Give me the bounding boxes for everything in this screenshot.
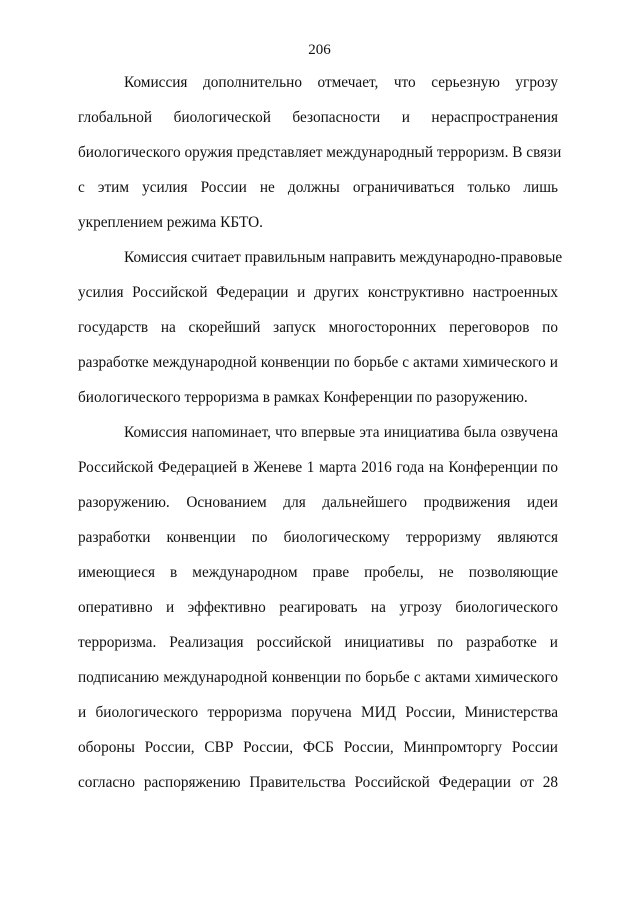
paragraph-line: Комиссия дополнительно отмечает, что серьезную угрозу [124,74,558,91]
paragraph-line: укреплением режима КБТО. [78,214,263,231]
paragraph-line: Комиссия напоминает, что впервые эта инициатива была озвучена [124,424,558,441]
paragraph-line: подписанию международной конвенции по борьбе с актами химического [78,669,558,686]
paragraph-line: разоружению. Основанием для дальнейшего продвижения идеи [78,494,558,511]
paragraph-line: разработки конвенции по биологическому терроризму являются [78,529,558,546]
paragraph-line: разработке международной конвенции по борьбе с актами химического и [78,354,558,371]
paragraph-line: Комиссия считает правильным направить международно-правовые [124,249,563,266]
paragraph-line: обороны России, СВР России, ФСБ России, Минпромторгу России [78,739,558,756]
paragraph-line: Российской Федерацией в Женеве 1 марта 2016 года на Конференции по [78,459,558,476]
body-text [78,74,563,809]
paragraph-2 [78,249,563,407]
paragraph-line: и биологического терроризма поручена МИД России, Министерства [78,704,558,721]
paragraph-line: терроризма. Реализация российской инициативы по разработке и [78,634,558,651]
paragraph-1 [78,74,562,232]
paragraph-3 [78,424,558,792]
paragraph-line: усилия Российской Федерации и других конструктивно настроенных [78,284,558,301]
paragraph-line: государств на скорейший запуск многосторонних переговоров по [78,319,558,336]
paragraph-line: глобальной биологической безопасности и нераспространения [78,109,558,126]
paragraph-line: согласно распоряжению Правительства Российской Федерации от 28 [78,774,558,791]
paragraph-line: биологического терроризма в рамках Конференции по разоружению. [78,389,528,406]
paragraph-line: имеющиеся в международном праве пробелы, не позволяющие [78,564,558,581]
paragraph-line: оперативно и эффективно реагировать на угрозу биологического [78,599,558,616]
page-number: 206 [308,42,331,58]
paragraph-line: с этим усилия России не должны ограничиваться только лишь [78,179,558,196]
paragraph-line: биологического оружия представляет международный терроризм. В связи [78,144,562,161]
